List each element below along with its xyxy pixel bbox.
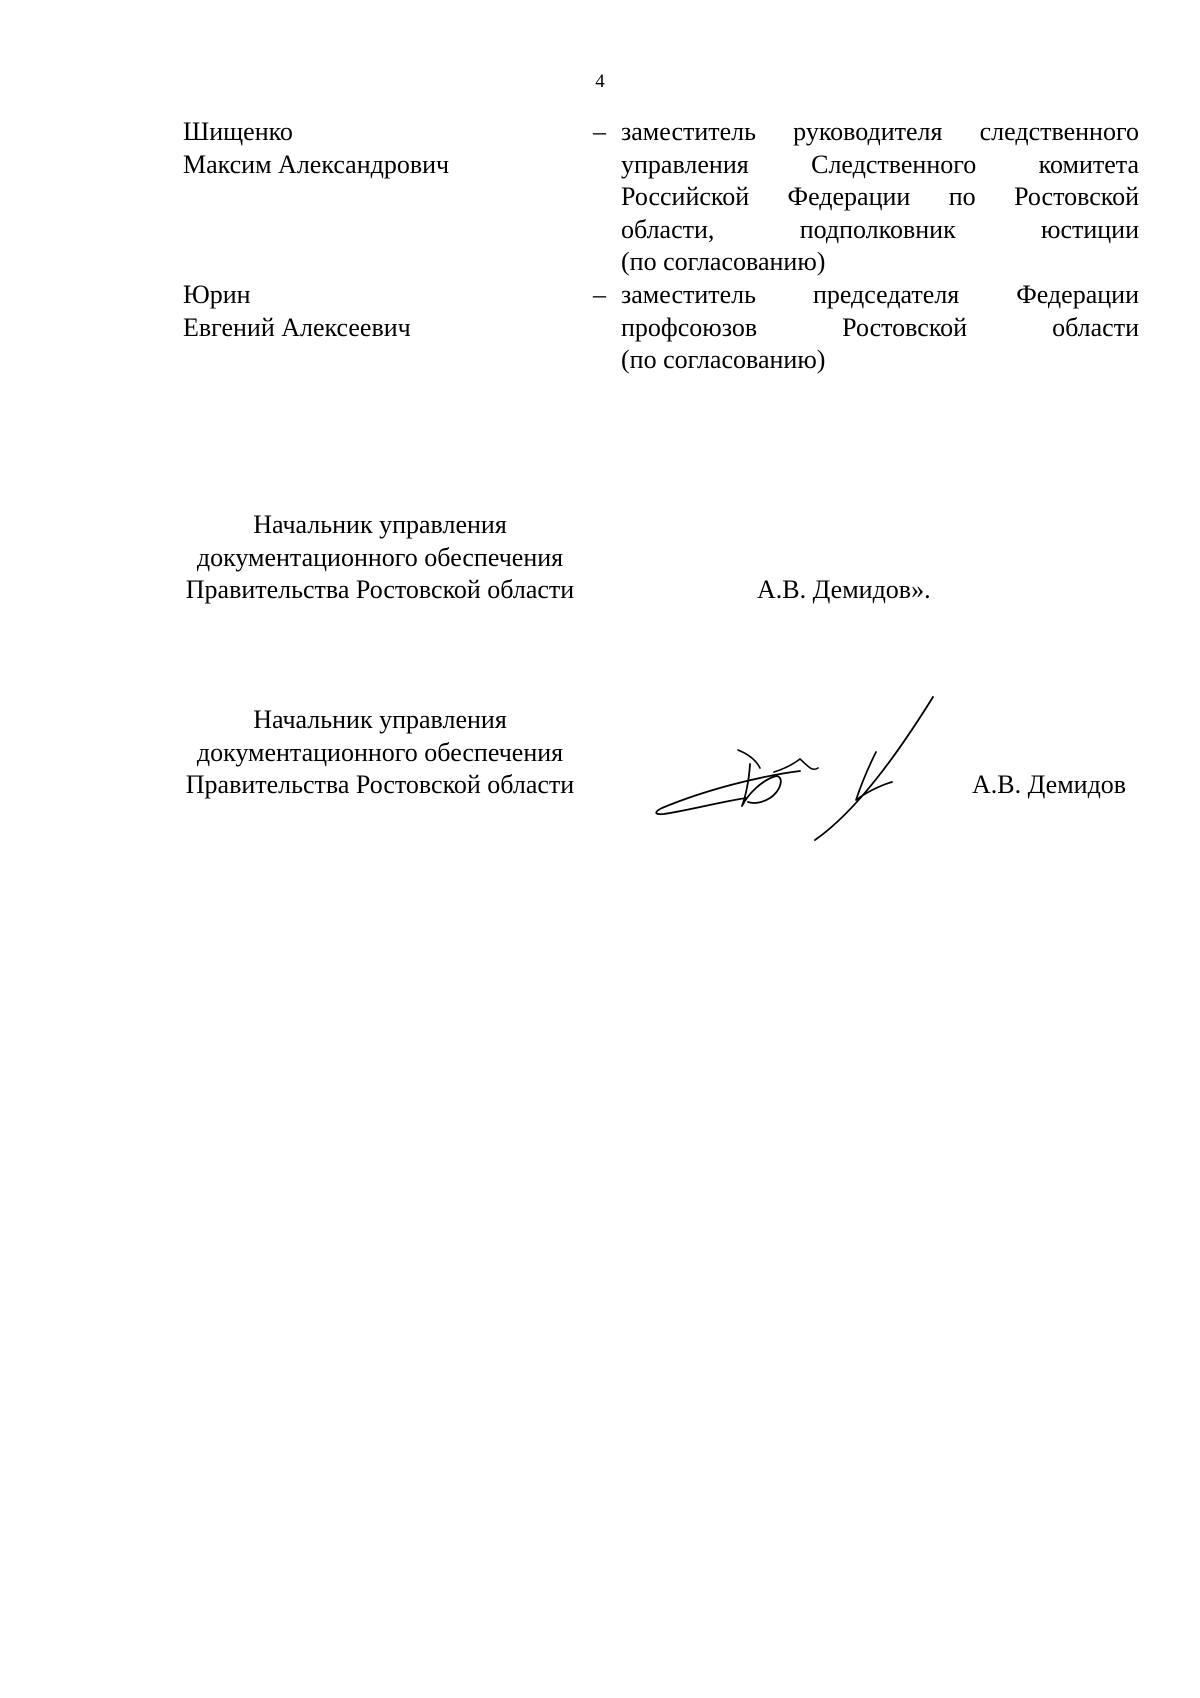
page-number: 4 [595, 71, 605, 92]
member-surname: Юрин [183, 280, 251, 309]
role-word: комитета [1038, 149, 1139, 179]
member-role [621, 116, 1139, 279]
role-word: по [948, 182, 976, 212]
handwritten-signature-icon [650, 690, 940, 850]
position-line: документационного обеспечения [196, 737, 564, 767]
role-word: юстиции [1041, 214, 1139, 244]
role-word: заместитель [621, 117, 757, 146]
role-line [621, 312, 1139, 345]
member-name [183, 116, 563, 181]
role-line [621, 214, 1139, 247]
position-title [160, 509, 600, 607]
role-word: заместитель [621, 280, 757, 309]
role-word: управления [621, 149, 749, 179]
position-line: документационного обеспечения [196, 542, 564, 572]
member-role [621, 279, 1139, 377]
role-word: подполковник [799, 214, 956, 244]
role-line [621, 279, 1139, 312]
role-word: области, [621, 214, 715, 244]
role-word: руководителя [793, 117, 943, 146]
signer-name: А.В. Демидов». [757, 575, 931, 605]
role-word: области [1052, 312, 1139, 342]
role-word: профсоюзов [621, 312, 758, 342]
role-line [621, 344, 1139, 377]
role-word: следственного [979, 117, 1139, 146]
role-word: Следственного [811, 149, 977, 179]
member-dash: – [593, 117, 606, 146]
role-word: председателя [812, 280, 960, 309]
role-word: Федерации [1016, 280, 1139, 309]
position-title [160, 704, 600, 802]
role-word: Ростовской [1014, 182, 1139, 212]
member-name [183, 279, 563, 344]
role-line [621, 246, 1139, 279]
member-given-names: Максим Александрович [183, 149, 450, 179]
role-line [621, 116, 1139, 149]
role-word: Ростовской [842, 312, 968, 342]
role-approval-note: (по согласованию) [621, 345, 826, 375]
member-dash: – [593, 280, 606, 309]
position-line: Правительства Ростовской области [185, 770, 575, 800]
position-line: Начальник управления [253, 705, 507, 734]
position-line: Правительства Ростовской области [185, 575, 575, 605]
role-approval-note: (по согласованию) [621, 247, 826, 277]
position-line: Начальник управления [253, 510, 507, 539]
role-line [621, 181, 1139, 214]
signer-name: А.В. Демидов [972, 770, 1127, 800]
member-surname: Шищенко [183, 117, 293, 146]
role-line [621, 149, 1139, 182]
role-word: Российской [621, 182, 750, 212]
role-word: Федерации [787, 182, 911, 212]
member-given-names: Евгений Алексеевич [183, 312, 411, 342]
